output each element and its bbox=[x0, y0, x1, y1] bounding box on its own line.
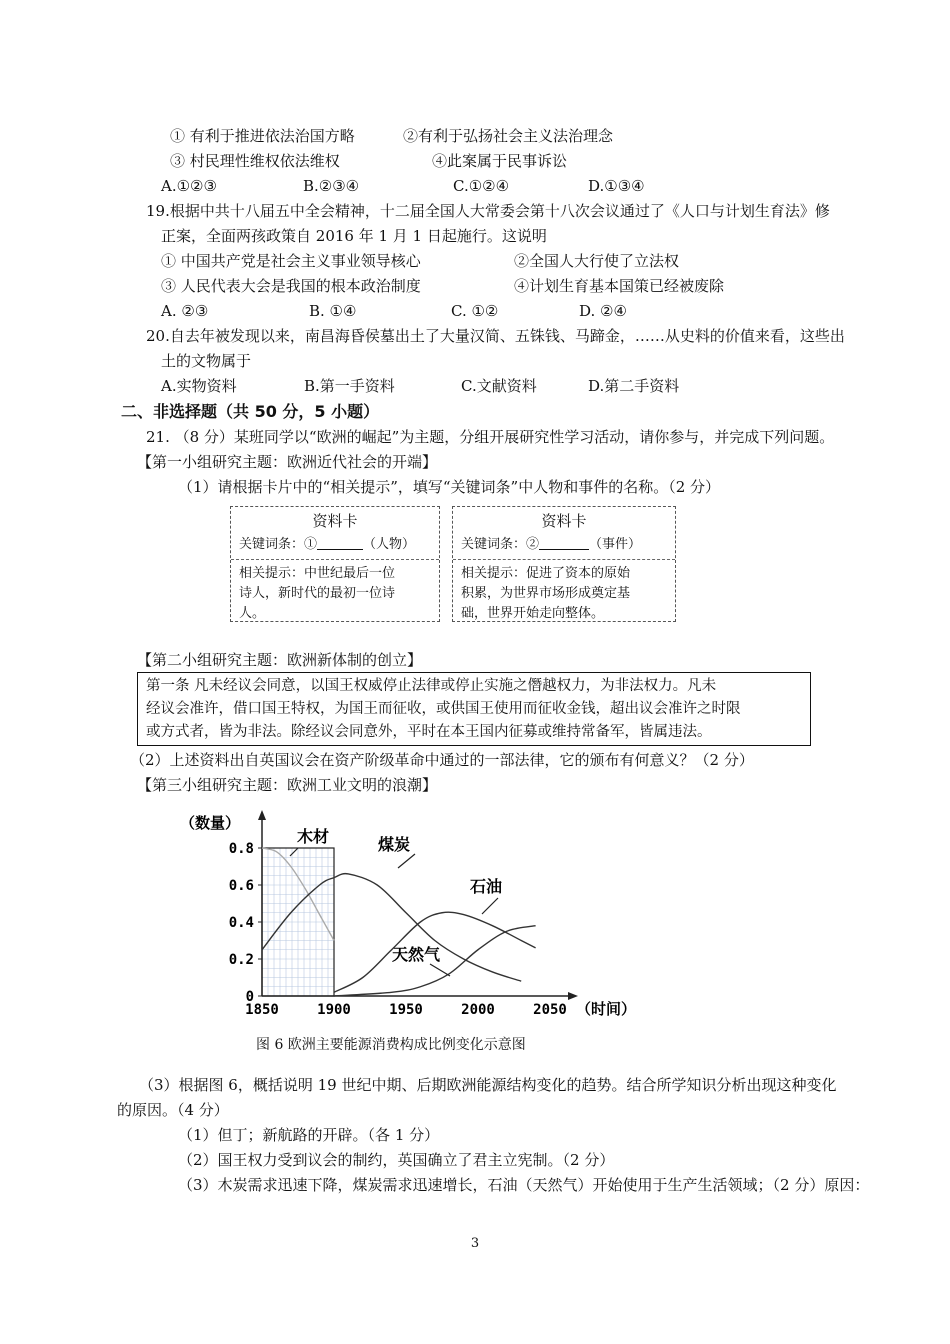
choice-b[interactable]: B.第一手资料 bbox=[304, 377, 395, 395]
answer-2: （2）国王权力受到议会的制约，英国确立了君主立宪制。（2 分） bbox=[178, 1151, 615, 1169]
x-tick-label: 1950 bbox=[389, 1002, 423, 1018]
q19-option-1: ① 中国共产党是社会主义事业领导核心 bbox=[161, 252, 421, 270]
choice-a[interactable]: A.①②③ bbox=[161, 177, 217, 195]
q19-choices bbox=[161, 301, 627, 321]
group2-heading: 【第二小组研究主题：欧洲新体制的创立】 bbox=[137, 651, 423, 669]
y-tick-label: 0.6 bbox=[228, 878, 254, 894]
x-tick-label: 2050 bbox=[533, 1002, 567, 1018]
x-axis-label: （时间） bbox=[576, 1000, 637, 1018]
card-title: 资料卡 bbox=[312, 512, 358, 530]
answer-blank[interactable] bbox=[539, 535, 589, 550]
series-label-1: 煤炭 bbox=[378, 835, 411, 854]
card-hint-3: 人。 bbox=[239, 606, 266, 621]
q19-option-2: ②全国人大行使了立法权 bbox=[514, 252, 680, 270]
info-card-1 bbox=[230, 506, 440, 622]
choice-d[interactable]: D.第二手资料 bbox=[588, 377, 680, 395]
y-tick-label: 0.2 bbox=[228, 952, 254, 968]
q20-stem-line1: 20.自去年被发现以来，南昌海昏侯墓出土了大量汉简、五铢钱、马蹄金，……从史料的价值来看，这些出 bbox=[146, 327, 845, 345]
sub-question-1: （1）请根据卡片中的“相关提示”，填写“关键词条”中人物和事件的名称。（2 分） bbox=[178, 478, 721, 496]
choice-b[interactable]: B. ①④ bbox=[309, 302, 357, 320]
choice-a[interactable]: A. ②③ bbox=[161, 302, 209, 320]
y-tick-label: 0.8 bbox=[228, 841, 254, 857]
x-tick-label: 1900 bbox=[317, 1002, 351, 1018]
sub-question-2: （2）上述资料出自英国议会在资产阶级革命中通过的一部法律，它的颁布有何意义？（2 分） bbox=[130, 751, 754, 769]
group1-heading: 【第一小组研究主题：欧洲近代社会的开端】 bbox=[137, 453, 438, 471]
choice-c[interactable]: C.①②④ bbox=[453, 177, 510, 195]
section-heading: 二、非选择题（共 50 分，5 小题） bbox=[121, 402, 380, 421]
y-axis-label: （数量） bbox=[180, 814, 241, 832]
sub-question-3-line2: 的原因。（4 分） bbox=[117, 1101, 229, 1119]
answer-3: （3）木炭需求迅速下降，煤炭需求迅速增长，石油（天然气）开始使用于生产生活领域；（2 分）原因： bbox=[178, 1176, 870, 1194]
page-number: 3 bbox=[470, 1236, 480, 1251]
q20-choices bbox=[161, 376, 679, 396]
figure-caption: 图 6 欧洲主要能源消费构成比例变化示意图 bbox=[256, 1037, 526, 1053]
q18-option-4: ④此案属于民事诉讼 bbox=[432, 152, 568, 170]
card-keyword: 关键词条：① （人物） bbox=[239, 537, 416, 552]
label-leader bbox=[482, 898, 498, 914]
card-hint-1: 相关提示：促进了资本的原始 bbox=[461, 566, 631, 581]
source-article-box bbox=[137, 672, 811, 746]
label-leader bbox=[290, 848, 298, 856]
card-title: 资料卡 bbox=[541, 512, 587, 530]
q19-stem-line2: 正案，全面两孩政策自 2016 年 1 月 1 日起施行。这说明 bbox=[161, 227, 547, 245]
x-tick-label: 1850 bbox=[245, 1002, 279, 1018]
y-tick-label: 0 bbox=[245, 989, 254, 1005]
choice-d[interactable]: D. ②④ bbox=[579, 302, 627, 320]
x-axis-arrow bbox=[568, 992, 578, 1000]
energy-chart bbox=[180, 806, 700, 1022]
q19-option-4: ④计划生育基本国策已经被废除 bbox=[514, 277, 725, 295]
q18-option-3: ③ 村民理性维权依法维权 bbox=[170, 152, 340, 170]
article-line-2: 经议会准许，借口国王特权，为国王而征收，或供国王使用而征收金钱，超出议会准许之时限 bbox=[146, 701, 741, 717]
q18-option-1: ① 有利于推进依法治国方略 bbox=[170, 127, 355, 145]
sub-question-3-line1: （3）根据图 6，概括说明 19 世纪中期、后期欧洲能源结构变化的趋势。结合所学知识分析出现这种变化 bbox=[139, 1076, 837, 1094]
choice-c[interactable]: C.文献资料 bbox=[461, 377, 537, 395]
article-line-1: 第一条 凡未经议会同意，以国王权威停止法律或停止实施之僭越权力，为非法权力。凡未 bbox=[146, 678, 717, 694]
y-tick-label: 0.4 bbox=[228, 915, 254, 931]
series-label-3: 天然气 bbox=[392, 945, 441, 964]
y-axis-arrow bbox=[258, 810, 266, 820]
group3-heading: 【第三小组研究主题：欧洲工业文明的浪潮】 bbox=[137, 776, 438, 794]
series-label-0: 木材 bbox=[297, 827, 330, 846]
q19-option-3: ③ 人民代表大会是我国的根本政治制度 bbox=[161, 277, 421, 295]
q18-option-2: ②有利于弘扬社会主义法治理念 bbox=[403, 127, 614, 145]
q20-stem-line2: 土的文物属于 bbox=[161, 352, 252, 370]
info-card-2 bbox=[452, 506, 676, 622]
q18-choices bbox=[161, 176, 645, 196]
card-hint-2: 诗人，新时代的最初一位诗 bbox=[239, 586, 396, 601]
choice-a[interactable]: A.实物资料 bbox=[161, 377, 237, 395]
card-hint-1: 相关提示：中世纪最后一位 bbox=[239, 566, 396, 581]
label-leader bbox=[398, 854, 415, 868]
article-line-3: 或方式者，皆为非法。除经议会同意外，平时在本王国内征募或维持常备军，皆属违法。 bbox=[146, 724, 712, 740]
card-hint-2: 积累，为世界市场形成奠定基 bbox=[461, 586, 631, 601]
answer-1: （1）但丁；新航路的开辟。（各 1 分） bbox=[178, 1126, 440, 1144]
card-keyword: 关键词条：② （事件） bbox=[461, 537, 642, 552]
choice-c[interactable]: C. ①② bbox=[451, 302, 499, 320]
series-label-2: 石油 bbox=[470, 877, 503, 896]
q21-stem: 21. （8 分）某班同学以“欧洲的崛起”为主题，分组开展研究性学习活动，请你参与，并完成下列问题。 bbox=[146, 428, 835, 446]
q19-stem-line1: 19.根据中共十八届五中全会精神，十二届全国人大常委会第十八次会议通过了《人口与计划生育法》修 bbox=[146, 202, 830, 220]
label-leader bbox=[430, 964, 450, 976]
x-tick-label: 2000 bbox=[461, 1002, 495, 1018]
answer-blank[interactable] bbox=[317, 535, 363, 550]
card-hint-3: 础，世界开始走向整体。 bbox=[461, 606, 605, 621]
choice-d[interactable]: D.①③④ bbox=[588, 177, 645, 195]
choice-b[interactable]: B.②③④ bbox=[303, 177, 360, 195]
